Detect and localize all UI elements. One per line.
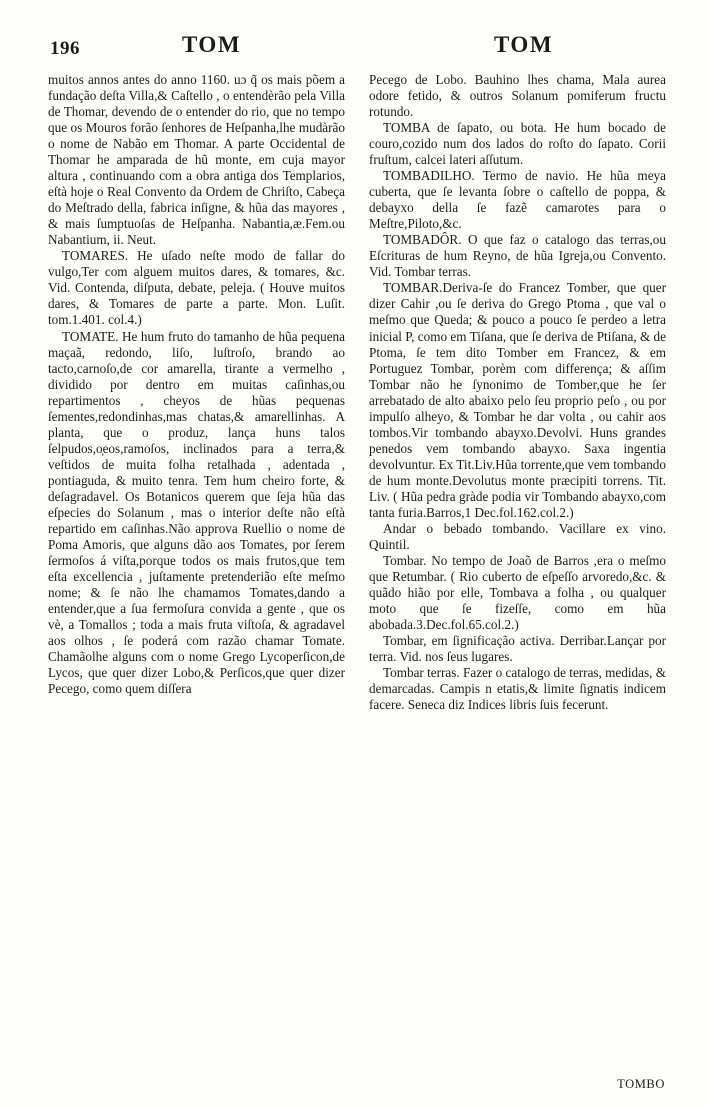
page-header	[46, 32, 669, 66]
paragraph: TOMBADÔR. O que faz o catalogo das terras,ou Eſcrituras de hum Reyno, de hũa Igreja,ou Convento. Vid. Tombar terras.	[369, 232, 666, 280]
paragraph: Tombar terras. Fazer o catalogo de terras, medidas, & demarcadas. Campis n etatis,& limite ſignatis indicem facere. Seneca diz Indices libris ſuis fecerunt.	[369, 665, 666, 713]
right-column	[369, 72, 666, 1082]
catchword: TOMBO	[617, 1077, 665, 1091]
paragraph: TOMBADILHO. Termo de navio. He hũa meya cuberta, que ſe levanta ſobre o caſtello de poppa, & debayxo della ſe fazẽ camarotes para o Meſtre,Piloto,&c.	[369, 168, 666, 232]
text-columns	[48, 72, 666, 1082]
left-column	[48, 72, 345, 1082]
paragraph: Andar o bebado tombando. Vacillare ex vino. Quintil.	[369, 520, 666, 552]
paragraph: TOMATE. He hum fruto do tamanho de hũa pequena maçaã, redondo, liſo, luſtroſo, brando ao tacto,carnoſo,de cor amarella, tirante a vermelho , dividido por dentro em muitas caſinhas,ou repartimentos , cheyos de hũas pequenas ſementes,redondinhas,mas chatas,& amarellinhas. A planta, que o produz, lança huns talos ſelpudos,o̦eos,ramoſos, inclinados para a terra,& veſtidos de muita folha retalhada , adentada , pontiaguda, & muito tenra. Tem hum cheiro forte, & deſagradavel. Os Botanicos querem que ſeja hũa das eſpecies do Solanum , mas o interior deſte não eſtà repartido em caſinhas.Não approva Ruellio o nome de Poma Amoris, que alguns dão aos Tomates, por ſerem ſermoſos á viſta,porque todos os mais frutos,que tem eſta excellencia , juſtamente pretenderião eſte meſmo nome; & ſe não lhe chamamos Tomates,dando a entender,que a ſua fermoſura convida a gente , que os vè, a Tomallos ; toda a mais fruta viſtoſa, & agradavel aos olhos , ſe poderá com razão chamar Tomate. Chamãolhe alguns com o nome Grego Lycoperſicon,de Lycos, que quer dizer Lobo,& Perſicos,que quer dizer Pecego, como quem diſſera	[48, 328, 345, 697]
folio-number: 196	[50, 38, 80, 59]
paragraph: TOMBAR.Deriva-ſe do Francez Tomber, que quer dizer Cahir ,ou ſe deriva do Grego Ptoma , que val o meſmo que Queda; & pouco a pouco ſe perdeo a letra inicial P, como em Tiſana, que ſe deriva de Ptiſana, & de Ptoma, ſe tem dito Tomber em Francez, & em Portuguez Tombar, porèm com differença; & aſſim Tombar não he ſynonimo de Tomber,que he ſer arrebatado de alto abaixo pelo ſeu proprio peſo , ou por impulſo alheyo, & Tombar he dar volta , ou cahir aos tombos.Vir tombando abayxo.Devolvi. Huns grandes penedos vem tombando abayxo. Saxa ingentia devolvuntur. Ex Tit.Liv.Hũa torrente,que vem tombando de hum monte.Devolutus monte præcipiti torrens. Tit. Liv. ( Hũa pedra gràde podia vir Tombando abayxo,com tanta furia.Barros,1 Dec.fol.162.col.2.)	[369, 280, 666, 520]
paragraph: muitos annos antes do anno 1160. uɔ q̃ os mais põem a fundação deſta Villa,& Caſtello , o entendèrão pela Villa de Thomar, devendo de o entender do rio, que no tempo que os Mouros forão ſenhores de Heſpanha,lhe mudàrão o nome de Nabão em Thomar. A parte Occidental de Thomar he amparada de hũ monte, em cuja mayor altura , continuando com a obra antiga dos Templarios, eſtà hoje o Real Convento da Ordem de Chriſto, Cabeça do Meſtrado della, fabrica inſigne, & hũa das mayores , & mais ſumptuoſas de Heſpanha. Nabantia,æ.Fem.ou Nabantium, ii. Neut.	[48, 72, 345, 248]
paragraph: TOMBA de ſapato, ou bota. He hum bocado de couro,cozido num dos lados do roſto do ſapato. Corii fruſtum, calcei lateri aſſutum.	[369, 120, 666, 168]
paragraph: TOMARES. He uſado neſte modo de fallar do vulgo,Ter com alguem muitos dares, & tomares, &c. Vid. Contenda, diſputa, debate, peleja. ( Houve muitos dares, & Tomares de parte a parte. Mon. Luſit. tom.1.401. col.4.)	[48, 248, 345, 328]
running-head-left: TOM	[182, 32, 242, 57]
running-head-right: TOM	[494, 32, 554, 57]
paragraph: Pecego de Lobo. Bauhino lhes chama, Mala aurea odore fetido, & outros Solanum pomiferum fructu rotundo.	[369, 72, 666, 120]
paragraph: Tombar, em ſignificação activa. Derribar.Lançar por terra. Vid. nos ſeus lugares.	[369, 633, 666, 665]
paragraph: Tombar. No tempo de Joaõ de Barros ,era o meſmo que Retumbar. ( Rio cuberto de eſpeſſo arvoredo,&c. & quãdo hião por elle, Tombava a folha , ou qualquer moto que ſe fizeſſe, como em hũa abobada.3.Dec.fol.65.col.2.)	[369, 552, 666, 633]
